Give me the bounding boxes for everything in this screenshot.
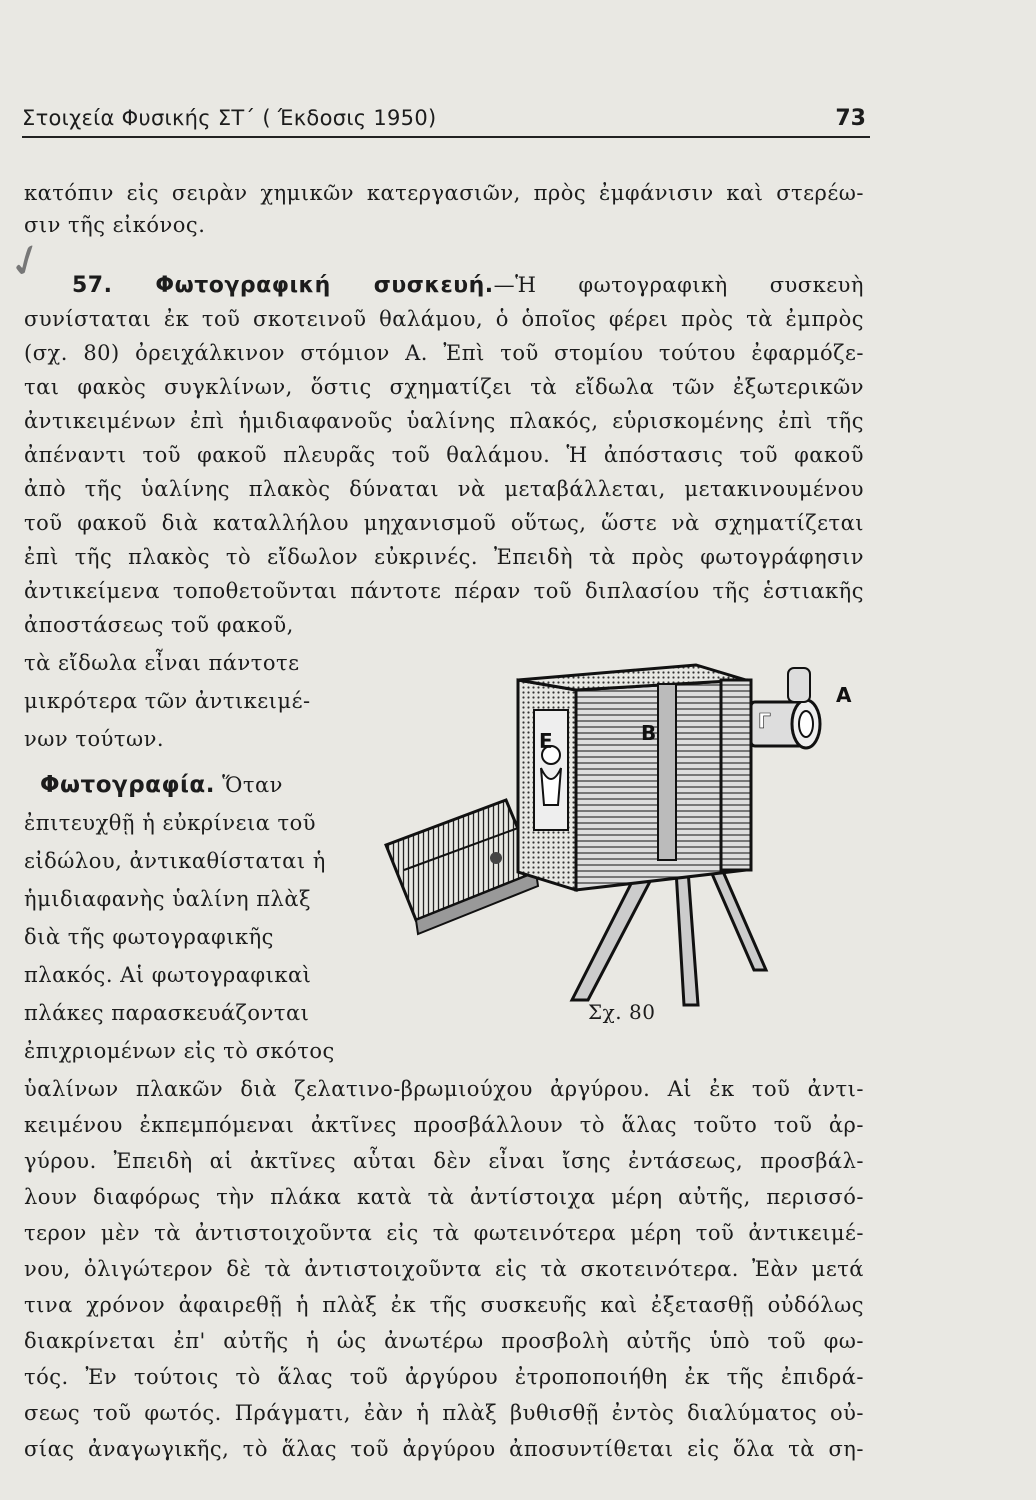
text-line: τινα χρόνον ἀφαιρεθῇ ἡ πλὰξ ἐκ τῆς συσκευῆς καὶ ἐξετασθῇ οὐδόλως [24, 1293, 864, 1317]
label-e: Ε [539, 729, 553, 753]
text-line: πλάκες παρασκευάζονται [24, 1001, 310, 1025]
text-line: ἀπέναντι τοῦ φακοῦ πλευρᾶς τοῦ θαλάμου. Ἡ ἀπόστασις τοῦ φακοῦ [24, 443, 864, 467]
subsection-title: Φωτογραφία. [40, 772, 215, 798]
text-line: νων τούτων. [24, 727, 165, 751]
baseboard [386, 800, 538, 934]
lens [751, 668, 820, 748]
text-line: ἀντικειμένων ἐπὶ ἡμιδιαφανοῦς ὑαλίνης πλακός, εὑρισκομένης ἐπὶ τῆς [24, 409, 864, 433]
text-line: κατόπιν εἰς σειρὰν χημικῶν κατεργασιῶν, πρὸς ἐμφάνισιν καὶ στερέω- [24, 181, 864, 205]
text-line: διὰ τῆς φωτογραφικῆς [24, 925, 274, 949]
subsection-heading-line [40, 770, 283, 800]
text-line: ται φακὸς συγκλίνων, ὅστις σχηματίζει τὰ εἴδωλα τῶν ἐξωτερικῶν [24, 375, 864, 399]
text-line: ἡμιδιαφανὴς ὑαλίνη πλὰξ [24, 887, 312, 911]
text-line: μικρότερα τῶν ἀντικειμέ- [24, 689, 311, 713]
text-line: συνίσταται ἐκ τοῦ σκοτεινοῦ θαλάμου, ὁ ὁποῖος φέρει πρὸς τὰ ἐμπρὸς [24, 307, 864, 331]
text-line: ἐπὶ τῆς πλακὸς τὸ εἴδωλον εὐκρινές. Ἐπειδὴ τὰ πρὸς φωτογράφησιν [24, 545, 864, 569]
text-line: ἐπιχριομένων εἰς τὸ σκότος [24, 1039, 335, 1063]
header-title: Στοιχεία Φυσικής ΣΤ΄ ( Έκδοσις 1950) [22, 106, 437, 130]
text-line: γύρου. Ἐπειδὴ αἱ ἀκτῖνες αὗται δὲν εἶναι ἴσης ἐντάσεως, προσβάλ- [24, 1149, 864, 1173]
section-heading-line [72, 270, 864, 301]
label-b: Β [641, 721, 657, 745]
figure-caption: Σχ. 80 [588, 1000, 656, 1024]
label-a: Α [836, 683, 852, 707]
text-line: ἀποστάσεως τοῦ φακοῦ, [24, 613, 294, 637]
text-line: τός. Ἐν τούτοις τὸ ἅλας τοῦ ἀργύρου ἐτροποποιήθη ἐκ τῆς ἐπιδρά- [24, 1365, 864, 1389]
text-line: τερον μὲν τὰ ἀντιστοιχοῦντα εἰς τὰ φωτεινότερα μέρη τοῦ ἀντικειμέ- [24, 1221, 864, 1245]
text-line: (σχ. 80) ὀρειχάλκινον στόμιον Α. Ἐπὶ τοῦ στομίου τούτου ἐφαρμόζε- [24, 341, 864, 365]
section-intro-text: —Ἡ φωτογραφικὴ συσκευὴ [493, 273, 864, 297]
subsection-intro-text: Ὅταν [214, 773, 283, 797]
text-line: νου, ὀλιγώτερον δὲ τὰ ἀντιστοιχοῦντα εἰς τὰ σκοτεινότερα. Ἐὰν μετά [24, 1257, 864, 1281]
text-line: εἰδώλου, ἀντικαθίσταται ἡ [24, 849, 326, 873]
text-line: τοῦ φακοῦ διὰ καταλλήλου μηχανισμοῦ οὕτως, ὥστε νὰ σχηματίζεται [24, 511, 864, 535]
text-line: διακρίνεται ἐπ' αὐτῆς ἡ ὡς ἀνωτέρω προσβολὴ αὐτῆς ὑπὸ τοῦ φω- [24, 1329, 864, 1353]
camera-illustration [376, 640, 866, 1010]
page-number: 73 [835, 106, 866, 131]
running-header [22, 106, 870, 138]
text-line: ἀντικείμενα τοποθετοῦνται πάντοτε πέραν τοῦ διπλασίου τῆς ἑστιακῆς [24, 579, 864, 603]
text-line: ἐπιτευχθῇ ἡ εὐκρίνεια τοῦ [24, 811, 317, 835]
text-line: σιν τῆς εἰκόνος. [24, 213, 206, 237]
handwritten-check-mark: ✓ [0, 231, 53, 292]
section-title: 57. Φωτογραφική συσκευή. [72, 273, 494, 298]
text-line: πλακός. Αἱ φωτογραφικαὶ [24, 963, 312, 987]
text-line: σεως τοῦ φωτός. Πράγματι, ἐὰν ἡ πλὰξ βυθισθῇ ἐντὸς διαλύματος οὐ- [24, 1401, 864, 1425]
camera-back [518, 680, 576, 890]
text-line: τὰ εἴδωλα εἶναι πάντοτε [24, 651, 300, 675]
text-line: λουν διαφόρως τὴν πλάκα κατὰ τὰ ἀντίστοιχα μέρη αὐτῆς, περισσό- [24, 1185, 864, 1209]
text-line: ἀπὸ τῆς ὑαλίνης πλακὸς δύναται νὰ μεταβάλλεται, μετακινουμένου [24, 477, 864, 501]
text-line: κειμένου ἐκπεμπόμεναι ἀκτῖνες προσβάλλουν τὸ ἅλας τοῦτο τοῦ ἀρ- [24, 1113, 864, 1137]
label-g: Γ [758, 709, 771, 733]
text-line: σίας ἀναγωγικῆς, τὸ ἅλας τοῦ ἀργύρου ἀποσυντίθεται εἰς ὅλα τὰ ση- [24, 1437, 864, 1461]
text-line: ὑαλίνων πλακῶν διὰ ζελατινο-βρωμιούχου ἀργύρου. Αἱ ἐκ τοῦ ἀντι- [24, 1077, 864, 1101]
